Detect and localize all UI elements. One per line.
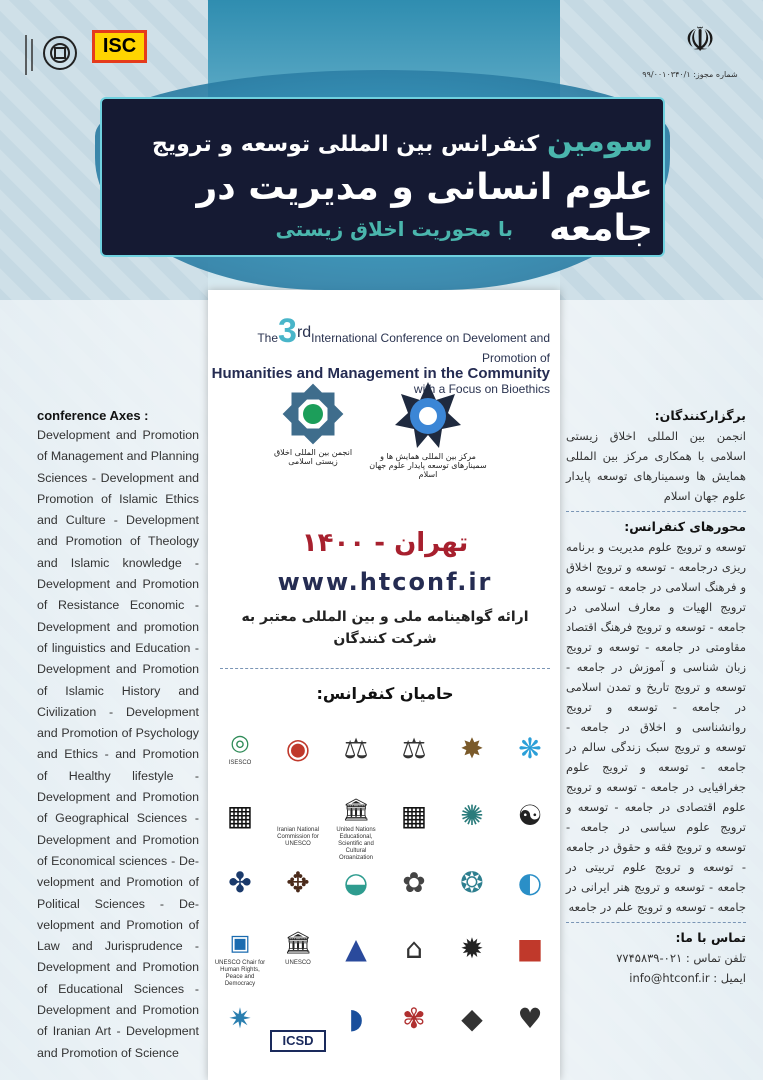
- sponsor-emblem-icon: ✸: [460, 731, 484, 765]
- sponsor-emblem-icon: ✤: [228, 865, 252, 899]
- divider: [566, 922, 746, 923]
- sponsor-label: United Nations Educational, Scientific and Cultural Organization: [336, 827, 376, 859]
- sponsor-emblem-icon: ✿: [402, 865, 426, 899]
- sponsor-logo: [386, 928, 442, 992]
- sponsor-logo: [270, 795, 326, 859]
- sponsor-logo: [386, 728, 442, 792]
- isc-logo: ISC: [92, 30, 147, 63]
- permit-number: شماره مجوز: ۹۹/۰۰۱۰۳۴۰/۱: [642, 70, 738, 79]
- sponsor-logo: [328, 998, 384, 1062]
- sponsor-label: Iranian National Commission for UNESCO: [276, 827, 320, 847]
- english-axes: [37, 408, 199, 1064]
- sponsors-title: حامیان کنفرانس:: [316, 684, 454, 703]
- title-line2: علوم انسانی و مدیریت در جامعه: [196, 167, 653, 249]
- sponsor-logo: [444, 998, 500, 1062]
- sponsor-emblem-icon: ⚖: [343, 731, 369, 765]
- organizers-section: برگزارکنندگان: انجمن بین المللی اخلاق زیستی اسلامی با همکاری مرکز بین المللی همایش ها وسمینارهای توسعه پایدار علوم جهان اسلام: [566, 408, 746, 503]
- title-line3: با محوریت اخلاق زیستی: [275, 217, 513, 241]
- sponsor-logo: [444, 728, 500, 792]
- sponsor-emblem-icon: ◆: [461, 1001, 483, 1035]
- star-logo-icon: [393, 380, 463, 450]
- sponsor-emblem-icon: ▦: [226, 798, 254, 832]
- sponsor-emblem-icon: ▣: [229, 930, 251, 956]
- sponsor-emblem-icon: ■: [516, 931, 544, 965]
- city-year: تهران - ۱۴۰۰: [301, 528, 469, 558]
- sponsor-emblem-icon: [278, 795, 318, 825]
- certificate-note: ارائه گواهینامه ملی و بین المللی معتبر به شرکت کنندگان: [241, 609, 529, 647]
- sponsor-logo: [444, 928, 500, 992]
- sponsor-emblem-icon: ❋: [518, 731, 542, 765]
- bioethics-association-logo: انجمن بین المللی اخلاق زیستی اسلامی: [268, 382, 358, 466]
- sponsor-label: ISESCO: [228, 760, 252, 766]
- sponsor-logo: [328, 795, 384, 859]
- sponsor-emblem-icon: ▦: [400, 798, 428, 832]
- sponsor-emblem-icon: ✺: [460, 798, 484, 832]
- sponsor-emblem-icon: ⚖: [401, 731, 427, 765]
- sponsor-logo: [212, 862, 268, 926]
- title-line1: سومین کنفرانس بین المللی توسعه و ترویج: [152, 124, 653, 159]
- sponsor-emblem-icon: ❂: [460, 865, 484, 899]
- sponsor-logo: [502, 728, 558, 792]
- sponsor-label: UNESCO: [285, 960, 311, 966]
- sponsor-logo: [444, 862, 500, 926]
- sponsor-logo: [502, 998, 558, 1062]
- sponsor-emblem-icon: ◉: [285, 731, 311, 765]
- sponsor-logo: [212, 795, 268, 859]
- sponsor-logo: [502, 928, 558, 992]
- sponsor-logo: [386, 862, 442, 926]
- sponsor-logo: [212, 728, 268, 792]
- sponsor-logo: [328, 928, 384, 992]
- sponsor-logo: [270, 862, 326, 926]
- medical-ethics-council-logo: [20, 25, 80, 85]
- sponsor-emblem-icon: 🏛: [284, 930, 312, 956]
- sponsor-emblem-icon: ▲: [345, 931, 367, 965]
- sponsor-logo: [502, 795, 558, 859]
- website-link[interactable]: www.htconf.ir: [277, 568, 493, 596]
- sponsor-logo: [328, 728, 384, 792]
- sponsor-logo: [270, 728, 326, 792]
- knot-logo-icon: [281, 382, 345, 446]
- sponsor-emblem-icon: ✹: [460, 931, 484, 965]
- axes-heading: conference Axes :: [37, 408, 149, 423]
- sponsor-logo: [270, 998, 326, 1062]
- sponsor-emblem-icon: ◗: [348, 1001, 364, 1035]
- sponsor-emblem-icon: ✥: [286, 865, 310, 899]
- sponsor-logo: [502, 862, 558, 926]
- axes-text: Development and Promotion of Management and Planning Sciences - Development and Promotion of Islamic Ethics and Culture - Development and Promotion of Theology and Islamic knowledge - Development and Promotion of Resistance Economic - Development and promotion of linguistics and Education - Development and Promotion of Islamic History and Civilization - Development and Promotion of Psychology and Ethics - and Promotion of Healthy lifestyle - Development and Promotion of Geographical Sciences - Development and Promotion of Economical sciences - Development and Promotion of Political Sciences - Development and Promotion of Law and Jurisprudence - Development and Promotion of Educational Sciences - Development and Promotion of Iranian Art - Development and Promotion of Science: [37, 428, 199, 1060]
- sponsor-emblem-icon: ◒: [343, 865, 369, 899]
- sponsor-logo: [386, 795, 442, 859]
- sponsor-label: UNESCO Chair for Human Rights, Peace and Democracy: [214, 960, 266, 987]
- contact-section: تماس با ما: تلفن تماس : ۰۲۱-۷۷۴۵۸۳۹ ایمیل : info@htconf.ir: [566, 928, 746, 988]
- right-column: [566, 406, 746, 988]
- english-title: The3rdInternational Conference on Develoment and Promotion of Humanities and Management in the Community with a Focus on Bioethics: [211, 312, 550, 396]
- email: ایمیل : info@htconf.ir: [629, 971, 746, 985]
- sponsor-logo: [212, 928, 268, 992]
- sponsor-emblem-icon: ♥: [517, 1001, 543, 1035]
- sponsor-logo: [386, 998, 442, 1062]
- sponsor-emblem-icon: ⌂: [405, 931, 423, 965]
- phone: تلفن تماس : ۰۲۱-۷۷۴۵۸۳۹: [616, 951, 746, 965]
- sponsor-emblem-icon: ◎: [230, 730, 250, 756]
- sponsor-emblem-icon: ✷: [228, 1001, 252, 1035]
- persian-axes-section: محورهای کنفرانس: توسعه و ترویج علوم مدیریت و برنامه ریزی درجامعه - توسعه و ترویج اخلاق و فرهنگ اسلامی در جامعه - توسعه و ترویج الهیات و معارف اسلامی در جامعه - توسعه و ترویج فرهنگ اقتصاد مقاومتی در جامعه - توسعه و ترویج زبان شناسی و آموزش در جامعه - توسعه و ترویج تاریخ و تمدن اسلامی در جامعه - توسعه و ترویج روانشناسی و اخلاق در جامعه - توسعه و ترویج سبک زندگی سالم در جامعه - توسعه و ترویج علوم جغرافیایی در جامعه - توسعه و ترویج علوم اقتصادی در جامعه - توسعه و ترویج علوم سیاسی در جامعه - توسعه و ترویج فقه و حقوق در جامعه - توسعه و ترویج علوم تربیتی در جامعه - توسعه و ترویج هنر ایرانی در جامعه - توسعه و ترویج علم در جامعه: [566, 519, 746, 914]
- divider: [220, 668, 550, 669]
- sponsor-logo: [328, 862, 384, 926]
- conference-center-logo: مرکز بین المللی همایش ها و سمینارهای توسعه پایدار علوم جهان اسلام: [368, 380, 488, 479]
- title-banner: [100, 97, 665, 257]
- sponsor-emblem-icon: ✾: [402, 1001, 426, 1035]
- sponsor-logo: [444, 795, 500, 859]
- sponsor-label: ICSD: [270, 1030, 326, 1052]
- sponsor-emblem-icon: 🏛: [342, 797, 370, 823]
- sponsor-emblem-icon: ◐: [517, 865, 543, 899]
- sponsor-emblem-icon: [278, 998, 318, 1028]
- sponsor-emblem-icon: ☯: [517, 798, 543, 832]
- iran-emblem-icon: ☫: [684, 20, 716, 60]
- sponsor-logo: [270, 928, 326, 992]
- sponsor-logo: [212, 998, 268, 1062]
- divider: [566, 511, 746, 512]
